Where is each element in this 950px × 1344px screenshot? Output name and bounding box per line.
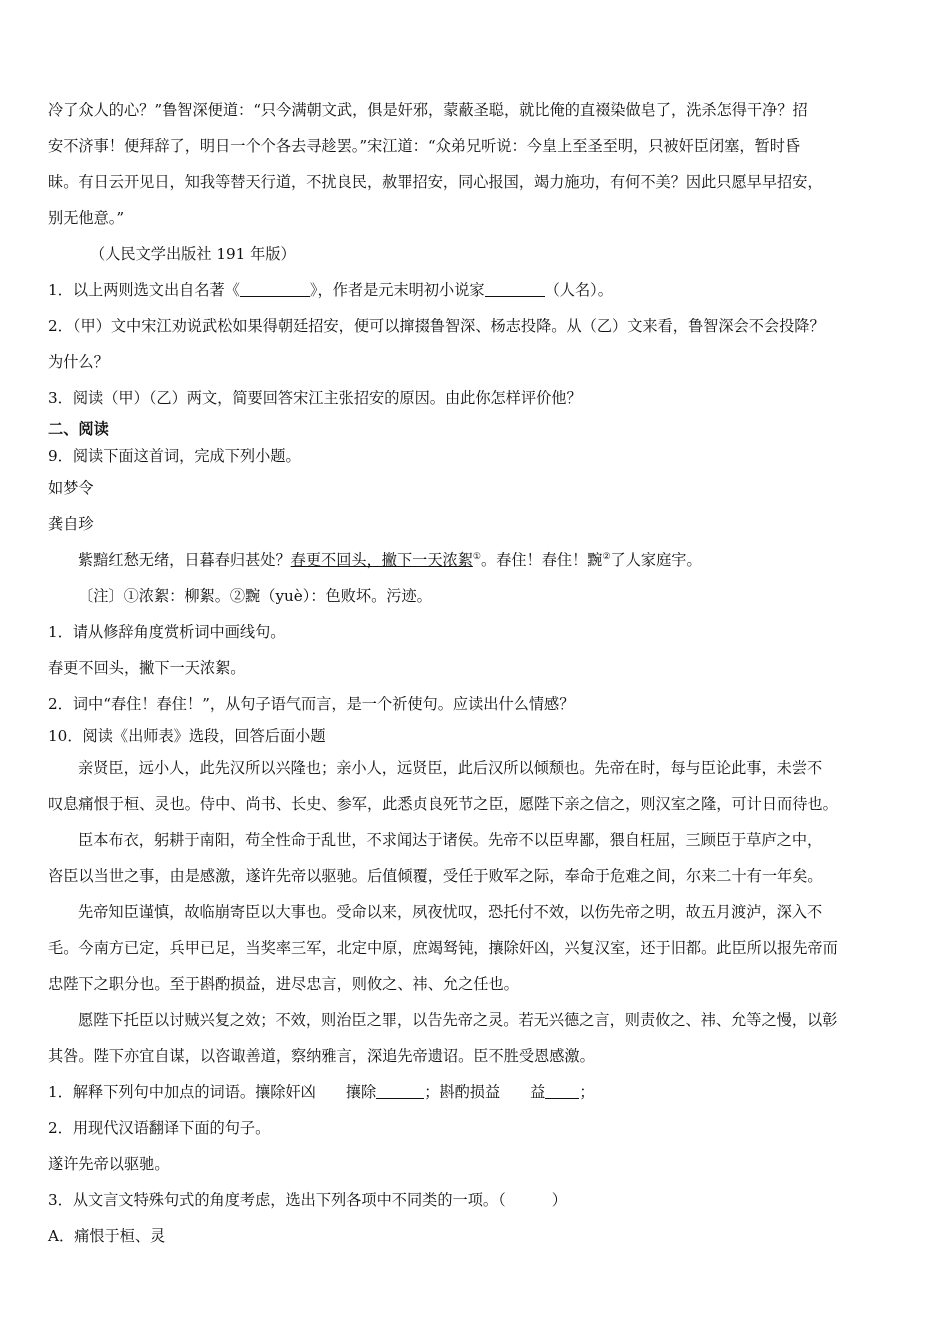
passage-line: 先帝知臣谨慎，故临崩寄臣以大事也。受命以来，夙夜忧叹，恐托付不效，以伤先帝之明，故五月渡泸，深入不 — [78, 903, 823, 921]
q8-item-2: 2．（甲）文中宋江劝说武松如果得朝廷招安，便可以撺掇鲁智深、杨志投降。从（乙）文来看，鲁智深会不会投降？ — [48, 317, 825, 335]
passage-line: 咨臣以当世之事，由是感激，遂许先帝以驱驰。后值倾覆，受任于败军之际，奉命于危难之间，尔来二十有一年矣。 — [48, 867, 823, 885]
q8-item-2-cont: 为什么？ — [48, 353, 109, 371]
option-a: A．痛恨于桓、灵 — [48, 1227, 166, 1245]
q10-item-2-line: 遂许先帝以驱驰。 — [48, 1155, 170, 1173]
exam-page — [48, 92, 906, 1254]
q9-item-2: 2．词中“春住！春住！”，从句子语气而言，是一个祈使句。应读出什么情感？ — [48, 695, 575, 713]
source-note: （人民文学出版社 191 年版） — [90, 245, 296, 263]
poem-author: 龚自珍 — [48, 515, 94, 533]
poem-note: 〔注〕①浓絮：柳絮。②黦（yuè）：色败坏。污迹。 — [78, 587, 432, 605]
passage-line: 安不济事！便拜辞了，明日一个个各去寻趁罢。”宋江道：“众弟兄听说：今皇上至圣至明，只被奸臣闭塞，暂时昏 — [48, 137, 801, 155]
passage-line: 别无他意。” — [48, 209, 125, 227]
q10-item-3: 3．从文言文特殊句式的角度考虑，选出下列各项中不同类的一项。（ ） — [48, 1191, 567, 1209]
q8-item-3: 3．阅读（甲）（乙）两文，简要回答宋江主张招安的原因。由此你怎样评价他？ — [48, 389, 582, 407]
answer-blank[interactable] — [240, 280, 310, 297]
question-8-items — [48, 272, 906, 416]
answer-blank[interactable] — [545, 1082, 579, 1099]
q9-intro: 9．阅读下面这首词，完成下列小题。 — [48, 447, 301, 465]
q9-item-1-line: 春更不回头，撇下一天浓絮。 — [48, 659, 246, 677]
poem-text: 紫黯红愁无绪，日暮春归甚处？春更不回头，撇下一天浓絮①。春住！春住！黦②了人家庭宇。 — [78, 551, 702, 569]
question-9 — [48, 442, 906, 722]
q10-item-2: 2．用现代汉语翻译下面的句子。 — [48, 1119, 271, 1137]
passage-line: 昧。有日云开见日，知我等替天行道，不扰良民，赦罪招安，同心报国，竭力施功，有何不美？因此只愿早早招安， — [48, 173, 823, 191]
passage-line: 愿陛下托臣以讨贼兴复之效；不效，则治臣之罪，以告先帝之灵。若无兴德之言，则责攸之、祎、允等之慢，以彰 — [78, 1011, 838, 1029]
q10-intro: 10．阅读《出师表》选段，回答后面小题 — [48, 727, 326, 745]
section-heading: 二、阅读 — [48, 420, 109, 438]
passage-line: 冷了众人的心？”鲁智深便道：“只今满朝文武，俱是奸邪，蒙蔽圣聪，就比俺的直裰染做皂了，洗杀怎得干净？招 — [48, 101, 808, 119]
q8-item-1: 1．以上两则选文出自名著《 》，作者是元末明初小说家 （人名）。 — [48, 281, 613, 299]
answer-blank[interactable] — [376, 1082, 424, 1099]
passage-line: 忠陛下之职分也。至于斟酌损益，进尽忠言，则攸之、祎、允之任也。 — [48, 975, 519, 993]
answer-blank[interactable] — [485, 280, 545, 297]
passage-line: 其咎。陛下亦宜自谋，以咨诹善道，察纳雅言，深追先帝遗诏。臣不胜受恩感激。 — [48, 1047, 595, 1065]
underlined-line: 春更不回头，撇下一天浓絮 — [290, 551, 473, 569]
q9-item-1: 1．请从修辞角度赏析词中画线句。 — [48, 623, 286, 641]
passage-line: 毛。今南方已定，兵甲已足，当奖率三军，北定中原，庶竭驽钝，攘除奸凶，兴复汉室，还于旧都。此臣所以报先帝而 — [48, 939, 838, 957]
q10-item-1: 1．解释下列句中加点的词语。攘除奸凶 攘除 ；斟酌损益 益 ； — [48, 1083, 595, 1101]
question-10 — [48, 722, 906, 1254]
poem-title: 如梦令 — [48, 479, 94, 497]
passage-line: 亲贤臣，远小人，此先汉所以兴隆也；亲小人，远贤臣，此后汉所以倾颓也。先帝在时，每与臣论此事，未尝不 — [78, 759, 823, 777]
passage-line: 臣本布衣，躬耕于南阳，苟全性命于乱世，不求闻达于诸侯。先帝不以臣卑鄙，猥自枉屈，三顾臣于草庐之中， — [78, 831, 823, 849]
passage-line: 叹息痛恨于桓、灵也。侍中、尚书、长史、参军，此悉贞良死节之臣，愿陛下亲之信之，则汉室之隆，可计日而待也。 — [48, 795, 838, 813]
passage-continuation — [48, 92, 906, 272]
